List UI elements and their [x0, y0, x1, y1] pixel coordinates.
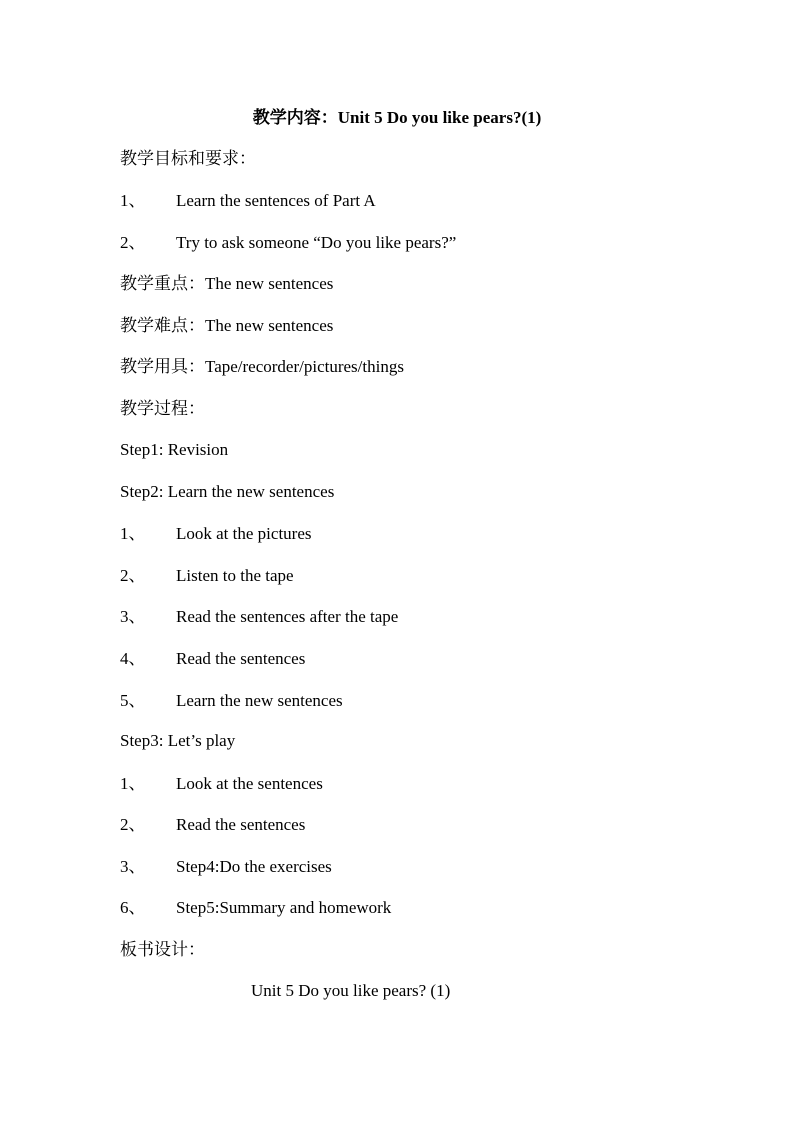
step2-item-text: Read the sentences — [176, 649, 306, 668]
step3-item — [120, 815, 305, 835]
step3-heading: Step3: Let’s play — [120, 731, 236, 750]
step3-item-text: Step4:Do the exercises — [176, 857, 332, 876]
step2-item-number: 5、 — [120, 691, 146, 710]
step3-item — [120, 774, 323, 794]
objective-item — [120, 191, 376, 211]
step3-item-number: 3、 — [120, 857, 146, 876]
step2-item-text: Listen to the tape — [176, 566, 294, 585]
step3-item-text: Step5:Summary and homework — [176, 898, 392, 917]
step3-item-number: 6、 — [120, 898, 146, 917]
step1-heading: Step1: Revision — [120, 440, 229, 459]
step2-item-text: Learn the new sentences — [176, 691, 343, 710]
step3-item-number: 2、 — [120, 815, 146, 834]
step3-item-text: Look at the sentences — [176, 774, 323, 793]
step2-item — [120, 649, 305, 669]
board-design-title: Unit 5 Do you like pears? (1) — [251, 981, 451, 1000]
step3-item-text: Read the sentences — [176, 815, 306, 834]
objectives-heading: 教学目标和要求： — [120, 149, 256, 168]
step2-item-number: 4、 — [120, 649, 146, 668]
objective-number: 2、 — [120, 233, 146, 252]
step2-item-number: 3、 — [120, 607, 146, 626]
objective-text: Try to ask someone “Do you like pears?” — [176, 233, 457, 252]
step2-heading: Step2: Learn the new sentences — [120, 482, 335, 501]
step2-item — [120, 566, 294, 586]
objective-text: Learn the sentences of Part A — [176, 191, 376, 210]
teaching-tools: 教学用具：Tape/recorder/pictures/things — [120, 357, 404, 376]
step2-item-text: Read the sentences after the tape — [176, 607, 399, 626]
step2-item-text: Look at the pictures — [176, 524, 312, 543]
step3-item — [120, 857, 332, 877]
step3-item-number: 1、 — [120, 774, 146, 793]
board-design-heading: 板书设计： — [120, 940, 205, 959]
step3-item — [120, 898, 391, 918]
objective-number: 1、 — [120, 191, 146, 210]
step2-item — [120, 691, 343, 711]
process-heading: 教学过程： — [120, 399, 205, 418]
step2-item-number: 2、 — [120, 566, 146, 585]
step2-item-number: 1、 — [120, 524, 146, 543]
step2-item — [120, 607, 398, 627]
objective-item — [120, 233, 456, 253]
difficult-point: 教学难点：The new sentences — [120, 316, 334, 335]
step2-item — [120, 524, 312, 544]
key-point: 教学重点：The new sentences — [120, 274, 334, 293]
lesson-title: 教学内容：Unit 5 Do you like pears?(1) — [252, 108, 542, 127]
